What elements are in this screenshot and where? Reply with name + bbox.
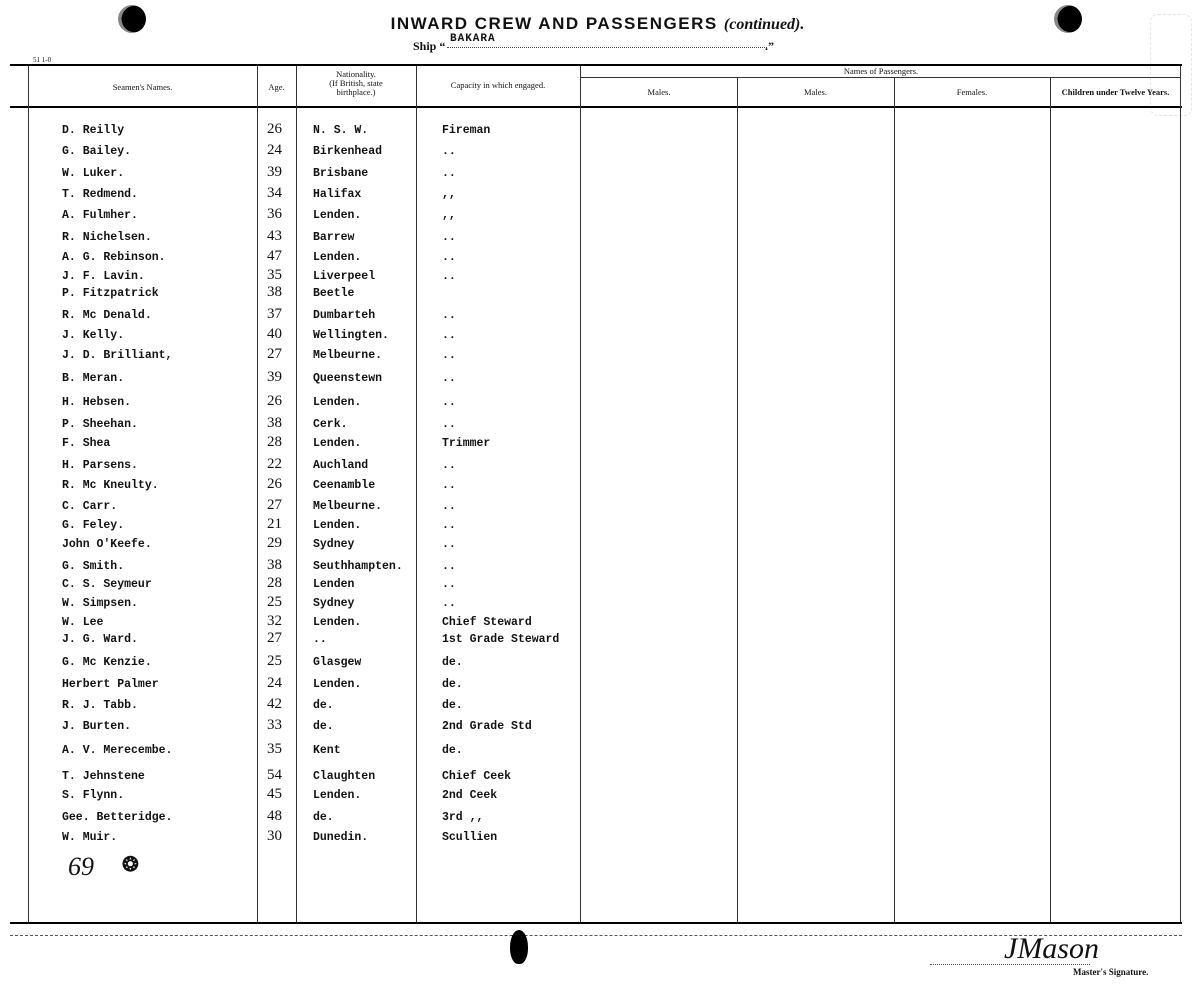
crew-capacity: .. [442, 578, 456, 591]
crew-name: P. Fitzpatrick [62, 287, 159, 300]
crew-age: 34 [267, 185, 282, 201]
crew-age: 22 [267, 456, 282, 472]
header-nationality-note: (If British, state birthplace.) [329, 78, 383, 97]
ship-line [413, 33, 774, 54]
crew-nationality: Lenden. [313, 519, 362, 532]
crew-tally: 69 [68, 852, 94, 881]
crew-nationality: Birkenhead [313, 145, 383, 158]
crew-name: C. S. Seymeur [62, 578, 152, 591]
form-reference: 51 1-0 [33, 56, 52, 64]
crew-age: 39 [267, 369, 282, 385]
crew-capacity: .. [442, 329, 456, 342]
crew-capacity: .. [442, 167, 456, 180]
crew-age: 35 [267, 741, 282, 757]
crew-age: 26 [267, 476, 282, 492]
crew-age: 43 [267, 228, 282, 244]
crew-name: R. Nichelsen. [62, 231, 152, 244]
crew-name: J. F. Lavin. [62, 270, 145, 283]
crew-nationality: Liverpeel [313, 270, 376, 283]
crew-age: 38 [267, 415, 282, 431]
crew-nationality: Melbeurne. [313, 349, 383, 362]
header-males-1: Males. [647, 87, 671, 97]
crew-nationality: Sydney [313, 538, 355, 551]
crew-age: 45 [267, 786, 282, 802]
crew-nationality: Seuthhampten. [313, 560, 403, 573]
header-males-2: Males. [804, 87, 827, 97]
crew-capacity: ,, [442, 188, 456, 201]
crew-name: T. Redmend. [62, 188, 138, 201]
crew-capacity: .. [442, 500, 456, 513]
header-capacity: Capacity in which engaged. [450, 80, 546, 90]
col-line-females [894, 78, 895, 922]
table-top-rule [10, 64, 1182, 66]
crew-nationality: Lenden. [313, 437, 362, 450]
crew-name: H. Hebsen. [62, 396, 132, 409]
crew-name: A. V. Merecembe. [62, 744, 173, 757]
col-line-nationality [296, 66, 297, 922]
crew-capacity: .. [442, 270, 456, 283]
crew-capacity: .. [442, 459, 456, 472]
crew-name: J. G. Ward. [62, 633, 138, 646]
crew-age: 42 [267, 696, 282, 712]
crew-age: 48 [267, 808, 282, 824]
col-line-children [1050, 78, 1051, 922]
crew-name: B. Meran. [62, 372, 125, 385]
crew-age: 27 [267, 630, 282, 646]
crew-name: A. G. Rebinson. [62, 251, 166, 264]
crew-capacity: .. [442, 418, 456, 431]
crew-name: W. Lee [62, 616, 104, 629]
crew-nationality: de. [313, 720, 334, 733]
crew-nationality: Beetle [313, 287, 355, 300]
ship-label: Ship “ [413, 39, 446, 53]
crew-nationality: Lenden. [313, 616, 362, 629]
crew-capacity: 2nd Ceek [442, 789, 498, 802]
crew-age: 38 [267, 284, 282, 300]
crew-name: S. Flynn. [62, 789, 125, 802]
crew-capacity: Trimmer [442, 437, 491, 450]
crew-nationality: Barrew [313, 231, 355, 244]
tally-scribble-icon: ❂ [122, 854, 139, 876]
table-bottom-rule [10, 922, 1182, 924]
crew-age: 26 [267, 121, 282, 137]
crew-age: 37 [267, 306, 282, 322]
header-bottom-rule [10, 106, 1182, 108]
crew-age: 24 [267, 675, 282, 691]
crew-capacity: Scullien [442, 831, 498, 844]
crew-capacity: 1st Grade Steward [442, 633, 560, 646]
passenger-subheader-rule [581, 77, 1181, 78]
crew-capacity: .. [442, 396, 456, 409]
crew-age: 40 [267, 326, 282, 342]
crew-name: J. Kelly. [62, 329, 125, 342]
crew-nationality: Dumbarteh [313, 309, 376, 322]
crew-capacity: .. [442, 519, 456, 532]
col-line-males2 [737, 78, 738, 922]
crew-name: D. Reilly [62, 124, 125, 137]
crew-age: 28 [267, 434, 282, 450]
crew-name: W. Luker. [62, 167, 125, 180]
page-title [0, 14, 1195, 34]
crew-capacity: 3rd ,, [442, 811, 484, 824]
crew-age: 27 [267, 346, 282, 362]
crew-capacity: Fireman [442, 124, 491, 137]
crew-nationality: Lenden. [313, 396, 362, 409]
signature-label: Master's Signature. [1073, 967, 1149, 977]
crew-name: R. J. Tabb. [62, 699, 138, 712]
crew-nationality: .. [313, 633, 327, 646]
crew-nationality: Kent [313, 744, 341, 757]
crew-nationality: Halifax [313, 188, 362, 201]
crew-capacity: de. [442, 744, 463, 757]
crew-age: 24 [267, 142, 282, 158]
crew-capacity: .. [442, 309, 456, 322]
ink-blot-icon [510, 930, 528, 964]
col-line-age [257, 66, 258, 922]
crew-age: 32 [267, 613, 282, 629]
col-line-right [1180, 66, 1181, 922]
ship-dotted-line [447, 47, 767, 48]
crew-capacity: 2nd Grade Std [442, 720, 532, 733]
crew-capacity: de. [442, 699, 463, 712]
crew-nationality: Sydney [313, 597, 355, 610]
crew-capacity: de. [442, 678, 463, 691]
crew-name: W. Simpsen. [62, 597, 138, 610]
crew-capacity: de. [442, 656, 463, 669]
crew-age: 36 [267, 206, 282, 222]
crew-nationality: Wellingten. [313, 329, 389, 342]
col-line-passengers [580, 66, 581, 922]
crew-age: 30 [267, 828, 282, 844]
header-females: Females. [956, 87, 988, 97]
header-nationality-label: Nationality. [336, 69, 376, 79]
ship-name: BAKARA [450, 33, 496, 45]
crew-name: G. Feley. [62, 519, 125, 532]
crew-name: P. Sheehan. [62, 418, 138, 431]
crew-nationality: de. [313, 699, 334, 712]
crew-capacity: Chief Ceek [442, 770, 512, 783]
header-nationality [296, 70, 416, 97]
crew-age: 54 [267, 767, 282, 783]
crew-capacity: .. [442, 145, 456, 158]
header-children: Children under Twelve Years. [1061, 87, 1170, 97]
crew-age: 25 [267, 594, 282, 610]
crew-nationality: Lenden. [313, 789, 362, 802]
crew-name: R. Mc Denald. [62, 309, 152, 322]
crew-age: 39 [267, 164, 282, 180]
crew-capacity: .. [442, 372, 456, 385]
crew-nationality: Queenstewn [313, 372, 383, 385]
crew-age: 21 [267, 516, 282, 532]
crew-capacity: .. [442, 349, 456, 362]
crew-age: 28 [267, 575, 282, 591]
crew-name: G. Bailey. [62, 145, 132, 158]
crew-nationality: Melbeurne. [313, 500, 383, 513]
crew-name: J. D. Brilliant, [62, 349, 173, 362]
crew-nationality: N. S. W. [313, 124, 369, 137]
crew-nationality: de. [313, 811, 334, 824]
crew-nationality: Cerk. [313, 418, 348, 431]
crew-age: 47 [267, 248, 282, 264]
crew-capacity: .. [442, 479, 456, 492]
title-text: INWARD CREW AND PASSENGERS [390, 14, 718, 33]
crew-name: Herbert Palmer [62, 678, 159, 691]
col-line-capacity [416, 66, 417, 922]
crew-capacity: .. [442, 231, 456, 244]
crew-name: R. Mc Kneulty. [62, 479, 159, 492]
crew-name: C. Carr. [62, 500, 118, 513]
crew-age: 35 [267, 267, 282, 283]
crew-nationality: Lenden [313, 578, 355, 591]
crew-name: G. Smith. [62, 560, 125, 573]
master-signature: JMason [1004, 932, 1099, 965]
crew-name: W. Muir. [62, 831, 118, 844]
crew-name: J. Burten. [62, 720, 132, 733]
crew-nationality: Glasgew [313, 656, 362, 669]
crew-name: H. Parsens. [62, 459, 138, 472]
header-age: Age. [268, 82, 285, 92]
crew-name: John O'Keefe. [62, 538, 152, 551]
crew-nationality: Lenden. [313, 251, 362, 264]
crew-name: T. Jehnstene [62, 770, 145, 783]
crew-name: F. Shea [62, 437, 111, 450]
crew-age: 26 [267, 393, 282, 409]
crew-capacity: .. [442, 597, 456, 610]
crew-nationality: Dunedin. [313, 831, 369, 844]
crew-name: Gee. Betteridge. [62, 811, 173, 824]
crew-name: A. Fulmher. [62, 209, 138, 222]
header-seamen-names: Seamen's Names. [112, 82, 173, 92]
crew-capacity: .. [442, 538, 456, 551]
header-passengers: Names of Passengers. [843, 66, 919, 76]
crew-age: 33 [267, 717, 282, 733]
signature-line [930, 964, 1090, 965]
crew-nationality: Brisbane [313, 167, 369, 180]
title-suffix: (continued). [723, 16, 805, 33]
crew-nationality: Lenden. [313, 209, 362, 222]
crew-capacity: ,, [442, 209, 456, 222]
crew-age: 38 [267, 557, 282, 573]
crew-nationality: Lenden. [313, 678, 362, 691]
crew-capacity: .. [442, 251, 456, 264]
crew-name: G. Mc Kenzie. [62, 656, 152, 669]
crew-capacity: .. [442, 560, 456, 573]
crew-capacity: Chief Steward [442, 616, 532, 629]
col-line-left [28, 66, 29, 922]
ship-close-quote: .” [765, 39, 774, 53]
crew-age: 29 [267, 535, 282, 551]
crew-nationality: Auchland [313, 459, 369, 472]
crew-age: 25 [267, 653, 282, 669]
crew-age: 27 [267, 497, 282, 513]
crew-nationality: Claughten [313, 770, 376, 783]
crew-nationality: Ceenamble [313, 479, 376, 492]
